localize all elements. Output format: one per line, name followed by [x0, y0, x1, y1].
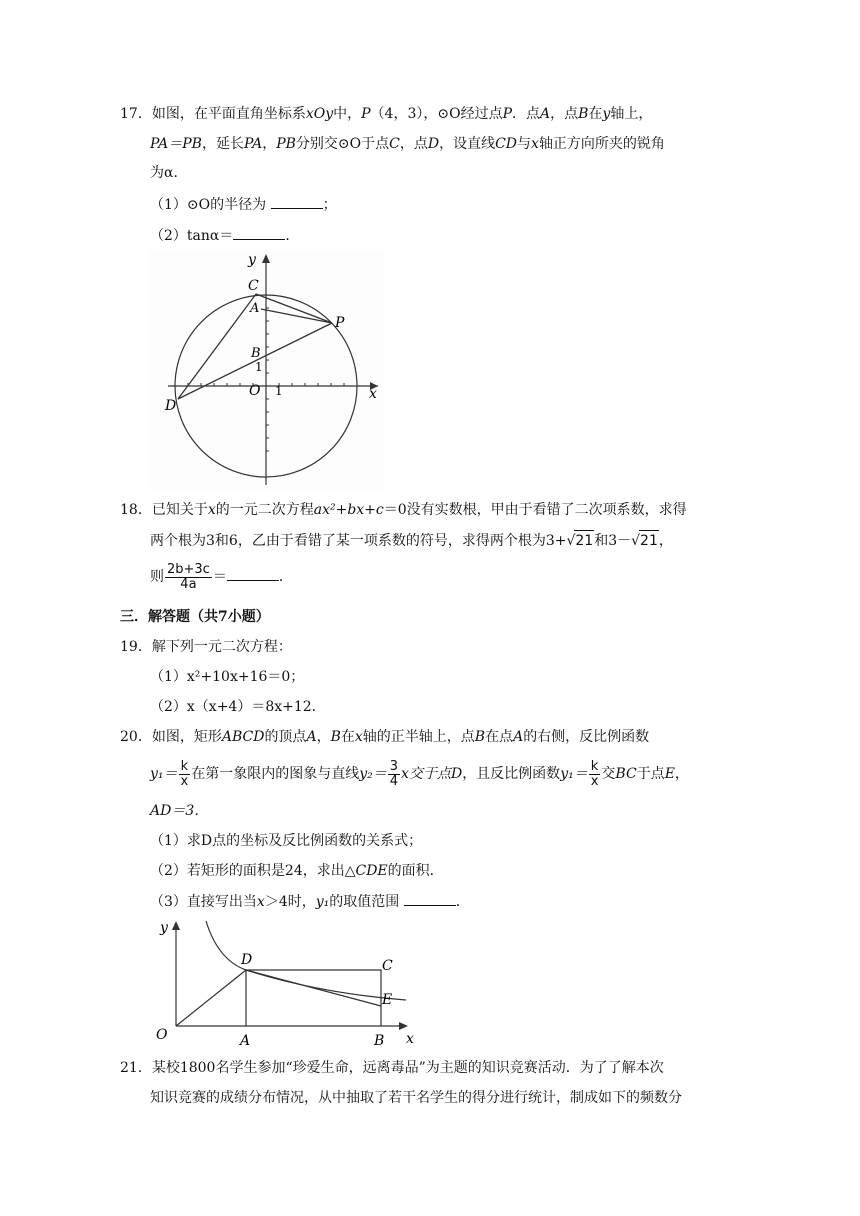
label-o: O	[156, 1027, 168, 1043]
label-b: B	[251, 346, 261, 361]
label-o: O	[249, 383, 261, 399]
q17-line2: PA＝PB，延长PA，PB分别交⊙O于点C，点D，设直线CD与x轴正方向所夹的锐角	[150, 136, 665, 152]
q20-sub3: （3）直接写出当x＞4时，y₁的取值范围 ．	[150, 891, 470, 912]
fraction-k-over-x: $\frac{k}{x}$	[180, 758, 189, 789]
label-e: E	[382, 992, 393, 1008]
label-c: C	[248, 278, 259, 294]
q20-sub2: （2）若矩形的面积是24，求出△CDE的面积．	[150, 863, 444, 879]
fraction-k-over-x: $\frac{k}{x}$	[590, 758, 599, 789]
q19-line1: 19．解下列一元二次方程：	[120, 639, 292, 655]
segment-de	[246, 970, 381, 1006]
line-od	[176, 970, 246, 1026]
label-c: C	[382, 958, 393, 974]
q19-sub1: （1）x²+10x+16＝0；	[150, 669, 305, 685]
q19-sub2: （2）x（x+4）＝8x+12．	[150, 699, 326, 715]
q17-sub1: （1）⊙O的半径为 ；	[150, 194, 337, 215]
q17-line3: 为α．	[150, 165, 188, 181]
q18-line3: 则 $\frac{2b+3c}{4a}$ ＝ ．	[150, 561, 293, 592]
label-x: x	[406, 1031, 414, 1047]
q21-line2: 知识竞赛的成绩分布情况，从中抽取了若干名学生的得分进行统计，制成如下的频数分	[150, 1090, 682, 1106]
q20-sub1: （1）求D点的坐标及反比例函数的关系式；	[150, 833, 423, 849]
q20-line1: 20．如图，矩形ABCD的顶点A，B在x轴的正半轴上，点B在点A的右侧，反比例函数	[120, 729, 650, 745]
label-x: x	[369, 386, 377, 402]
hyperbola	[206, 921, 406, 1000]
label-d: D	[241, 952, 253, 968]
label-one-y: 1	[255, 360, 263, 374]
section-heading: 三．解答题（共7小题）	[120, 609, 270, 625]
q20-line2: y₁＝ $\frac{k}{x}$ 在第一象限内的图象与直线y₂＝ $\frac{3}{4}$ x交于点D，且反比例函数y₁＝ $\frac{k}{x}$ 交BC于点E，	[150, 758, 689, 789]
label-p: P	[335, 315, 345, 331]
q17-figure	[148, 250, 384, 490]
answer-blank	[404, 891, 456, 906]
fraction-3-over-4: $\frac{3}{4}$	[389, 758, 399, 789]
label-b: B	[374, 1033, 385, 1049]
question-number: 20．	[120, 729, 152, 745]
question-number: 17．	[120, 106, 152, 122]
label-y: y	[248, 252, 256, 268]
answer-blank	[233, 225, 285, 240]
q20-line3: AD＝3．	[150, 803, 209, 819]
label-a: A	[240, 1033, 251, 1049]
label-one-x: 1	[275, 384, 283, 398]
question-number: 18．	[120, 502, 152, 518]
question-number: 19．	[120, 639, 152, 655]
answer-blank	[227, 566, 279, 581]
rectangle-abcd	[246, 970, 381, 1026]
q18-line2: 两个根为3和6，乙由于看错了某一项系数的符号，求得两个根为3+√21和3－√21，	[150, 530, 673, 551]
q18-line1: 18．已知关于x的一元二次方程ax²+bx+c＝0没有实数根，甲由于看错了二次项系数，求得	[120, 502, 687, 518]
question-number: 21．	[120, 1060, 152, 1076]
label-a: A	[250, 301, 260, 316]
answer-blank	[271, 194, 323, 209]
fraction: $\frac{2b+3c}{4a}$	[167, 561, 210, 592]
q20-figure	[148, 915, 414, 1050]
label-y: y	[160, 920, 168, 936]
q17-line1: 17．如图，在平面直角坐标系xOy中，P（4，3），⊙O经过点P．点A，点B在y轴上，	[120, 106, 653, 122]
q17-sub2: （2）tanα＝ ．	[150, 225, 299, 246]
q21-line1: 21．某校1800名学生参加“珍爱生命，远离毒品”为主题的知识竞赛活动．为了了解本次	[120, 1060, 664, 1076]
label-d: D	[165, 398, 177, 414]
